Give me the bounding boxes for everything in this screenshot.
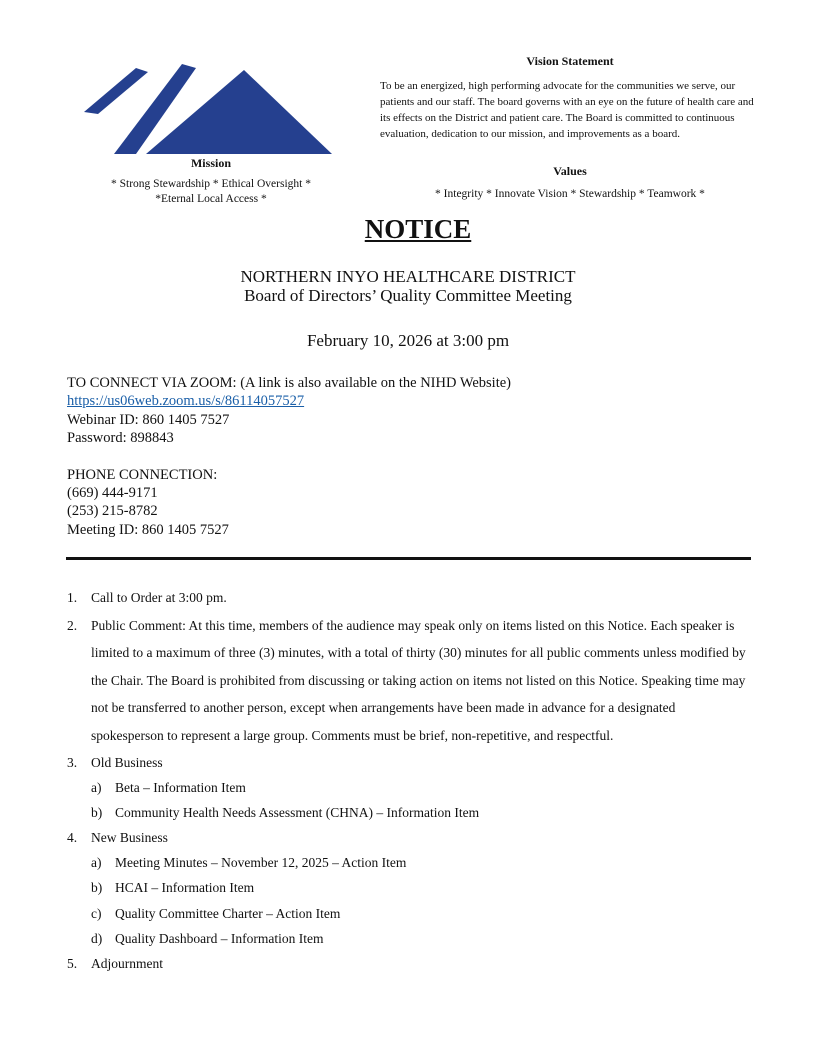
agenda-subitem-text: Meeting Minutes – November 12, 2025 – Action Item [115,855,407,871]
vision-text: To be an energized, high performing advocate for the communities we serve, our patients and our staff. The board governs with an eye on the future of health care and its effects on the District and patient care. The Board is committed to continuous evaluation, dedication to our mission, and improvements as a board. [380,80,754,140]
agenda-subitem-text: Beta – Information Item [115,779,246,795]
mission-line-1: * Strong Stewardship * Ethical Oversight * [111,178,311,190]
connection-info [67,374,767,539]
phone-number-2: (253) 215-8782 [67,503,158,520]
notice-title: NOTICE [364,214,472,244]
agenda-subitem [67,850,747,875]
agenda-subitem-letter: a) [91,779,102,795]
agenda-subitem [67,775,747,800]
agenda-item [67,612,747,750]
agenda-subitem-text: Quality Dashboard – Information Item [115,931,324,947]
phone-heading: PHONE CONNECTION: [67,466,218,483]
agenda-subitem-text: HCAI – Information Item [115,880,255,896]
phone-number-1: (669) 444-9171 [67,485,158,502]
agenda-subitem-text: Quality Committee Charter – Action Item [115,905,341,921]
password: Password: 898843 [67,430,174,447]
agenda-item-text: New Business [91,830,168,846]
agenda-item-number: 3. [67,754,78,770]
mission-heading: Mission [190,156,231,170]
agenda-item [67,584,747,612]
values-heading: Values [553,164,587,178]
vision-heading: Vision Statement [526,54,614,68]
agenda-list [67,584,747,976]
meeting-date: February 10, 2026 at 3:00 pm [306,331,510,350]
agenda-item-number: 5. [67,956,78,972]
org-name: NORTHERN INYO HEALTHCARE DISTRICT [240,267,576,286]
webinar-id: Webinar ID: 860 1405 7527 [67,411,230,428]
agenda-subitem [67,901,747,926]
agenda-subitem [67,926,747,951]
agenda-item-text: Old Business [91,754,163,770]
agenda-item-text: Public Comment: At this time, members of the audience may speak only on items listed on this Notice. Each speaker is limited to a maximum of three (3) minutes, with a total of thirty (30) minutes for all public comments unless modified by the Chair. The Board is prohibited from discussing or taking action on items not listed on this Notice. Speaking time may not be transferred to another person, except when arrangements have been made in advance for a designated spokesperson to represent a large group. Comments must be brief, non-repetitive, and respectful. [91,617,746,743]
agenda-item-number: 2. [67,617,78,633]
agenda-subitem-text: Community Health Needs Assessment (CHNA) – Information Item [115,804,480,820]
meeting-heading [0,267,816,305]
agenda-subitem-letter: a) [91,855,102,871]
zoom-link[interactable]: https://us06web.zoom.us/s/86114057527 [67,393,305,410]
mountain-logo-icon [84,62,334,154]
agenda-item [67,951,747,976]
zoom-heading: TO CONNECT VIA ZOOM: (A link is also available on the NIHD Website) [67,375,511,391]
mission-line-2: *Eternal Local Access * [155,193,267,205]
agenda-subitem [67,875,747,900]
agenda-item [67,750,747,775]
agenda-subitem-letter: b) [91,880,103,896]
logo-peak-left [84,68,148,114]
agenda-subitem-letter: b) [91,804,103,820]
agenda-subitem [67,800,747,825]
values-section [380,164,760,200]
agenda-subitem-letter: d) [91,931,103,947]
vision-section [380,54,760,142]
agenda-item-text: Call to Order at 3:00 pm. [91,590,227,605]
agenda-item-number: 1. [67,590,78,605]
agenda-subitem-letter: c) [91,905,102,921]
agenda-item-number: 4. [67,830,78,846]
agenda-item [67,825,747,850]
meeting-name: Board of Directors’ Quality Committee Meeting [244,286,572,305]
agenda-item-text: Adjournment [91,956,163,972]
values-text: * Integrity * Innovate Vision * Stewardship * Teamwork * [435,188,705,200]
divider [66,557,751,560]
meeting-id: Meeting ID: 860 1405 7527 [67,521,229,538]
mission-section [86,156,336,207]
